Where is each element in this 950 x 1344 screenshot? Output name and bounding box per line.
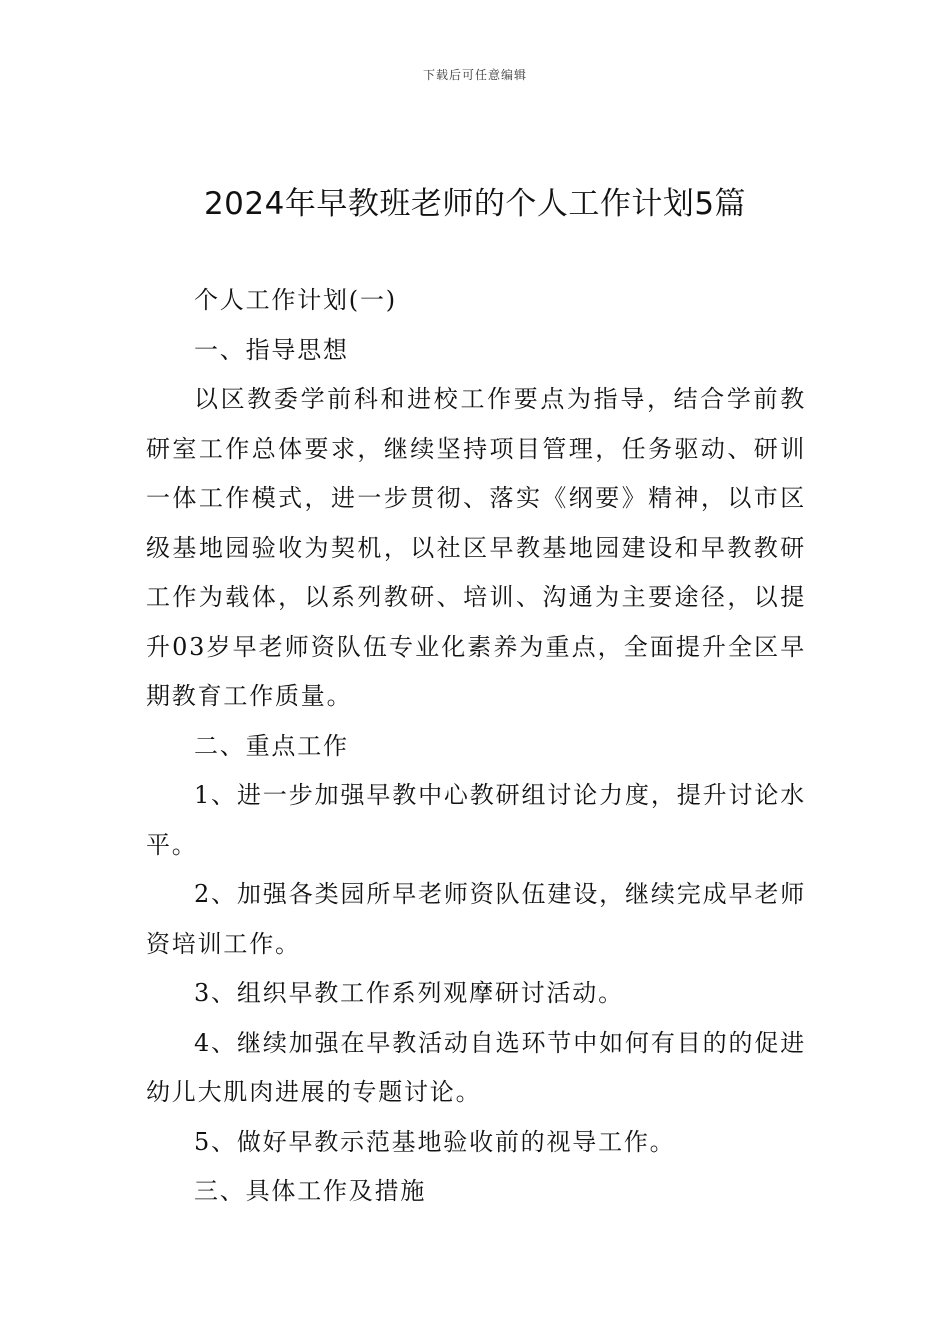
list-item-key-work-4: 4、继续加强在早教活动自选环节中如何有目的的促进幼儿大肌肉进展的专题讨论。 [146,1028,806,1106]
list-item-key-work-1: 1、进一步加强早教中心教研组讨论力度，提升讨论水平。 [146,781,806,859]
document-body [146,276,806,1217]
section-heading-measures: 三、具体工作及措施 [194,1177,427,1205]
section-heading-plan-one: 个人工作计划(一) [194,286,397,314]
header-note: 下载后可任意编辑 [422,68,527,82]
paragraph-guiding-thought: 以区教委学前科和进校工作要点为指导，结合学前教研室工作总体要求，继续坚持项目管理，任务驱动、研训一体工作模式，进一步贯彻、落实《纲要》精神，以市区级基地园验收为契机，以社区早教基地园建设和早教教研工作为载体，以系列教研、培训、沟通为主要途径，以提升03岁早老师资队伍专业化素养为重点，全面提升全区早期教育工作质量。 [146,385,806,710]
document-title: 2024年早教班老师的个人工作计划5篇 [203,186,747,222]
list-item-key-work-5: 5、做好早教示范基地验收前的视导工作。 [194,1127,676,1156]
section-heading-key-work: 二、重点工作 [194,731,349,760]
section-heading-guiding-thought: 一、指导思想 [194,335,349,364]
list-item-key-work-2: 2、加强各类园所早老师资队伍建设，继续完成早老师资培训工作。 [146,880,806,958]
list-item-key-work-3: 3、组织早教工作系列观摩研讨活动。 [194,979,624,1007]
